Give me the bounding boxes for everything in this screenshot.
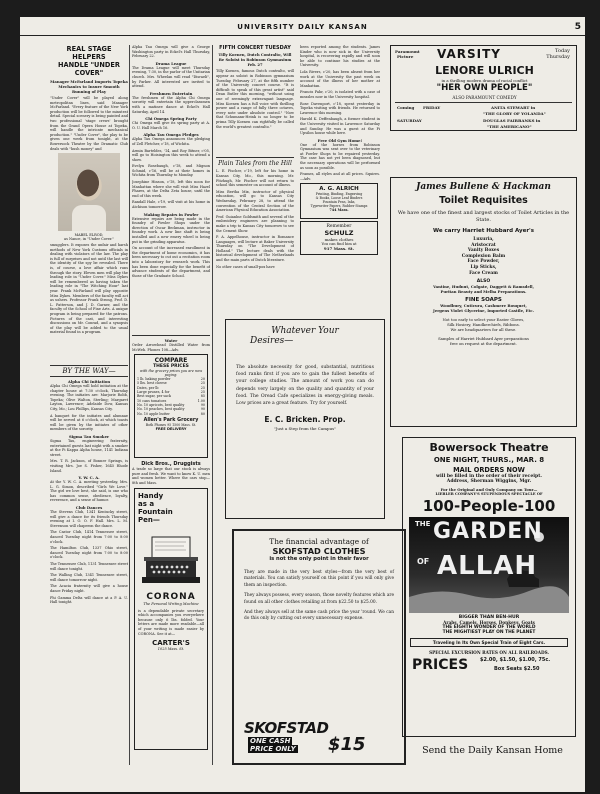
oread-title-1: Whatever Your [271,326,339,336]
campus-news-heading: Drama League [155,60,187,66]
social-note-text: The Castor Club, 1414 Tennessee street, danced Tuesday night from 7:00 to 8:00 o'clock. [50,530,128,544]
alrich-ad [300,183,378,219]
social-note-heading: Sigma Tau Smoker [69,433,109,439]
compare-sub1: THESE PRICES [153,364,189,370]
bowersock-animals: Arabs, Camels, Horses, Donkeys, Goats [443,620,535,625]
alrich-line-5: 744 Mass. [329,208,349,213]
hackman-signature: James Bullene & Hackman [416,182,551,192]
price-value: 85 [200,394,205,399]
social-note-text: Sigma Tau, engineering fraternity, entertained guests last night with a smoker at the Pi Kappa Alpha house, 1141 Indiana street. [50,438,128,457]
compare-title: COMPARE [154,357,188,365]
col4-text-2: Lola Rivers, c'20, has been absent from her work at the University the past week on account of the illness of her mother at Manhattan. [300,69,380,88]
varsity-friday-film: "THE GLORY OF YOLANDA" [483,111,546,116]
corona-ad [134,488,208,750]
varsity-film-desc: in a thrilling modern drama of racial conflict [441,78,528,83]
corona-text: is a dependable private secretary which accompanies you everywhere because only 6 lbs. folded. Your letters are made more readable—all of your writing is made easier by CORONA. See it at— [138,608,204,636]
hackman-product-list [397,237,570,276]
bowersock-wonder: THE EIGHTH WONDER OF THE WORLD [442,625,536,630]
column-4 [300,45,380,315]
varsity-saturday-star: DOUGLAS FAIRBANKS in [483,118,541,123]
varsity-saturday-film: "THE AMERICANO" [487,124,532,129]
hackman-title: Toilet Requisites [439,195,528,206]
campus-news-list [132,45,210,333]
newspaper-page [20,17,585,792]
plain-tale-item: Miss Bertha Mix, instructor of physical education, will go to Kansas City Wednesday, February 28, to attend the convention of the Central Section of the American Physical Education Association. [216,189,294,213]
varsity-saturday: SATURDAY [397,118,422,123]
campus-news-text: Chi Omega will give its spring party at A. O. U. Hall March 16. [132,121,210,130]
social-note-heading: Alpha Chi Initiation [67,379,111,384]
skofstad-logo: SKOFSTAD [244,719,329,737]
water-ad [132,338,210,352]
bowersock-train: Traveling In Its Own Special Train of Eight Cars. [410,638,568,647]
compare-sub2: with the grocery prices you are now paying: [139,369,203,378]
oread-proprietor: E. C. Bricken. Prop. [264,415,346,425]
bowersock-mightiest: THE MIGHTIEST PLAY ON THE PLANET [442,630,536,635]
campus-news-text: Alpha Tau Omega announces the pledging of Zell Fletcher, c'18, of Wichita. [132,137,210,146]
bowersock-bigger: BIGGER THAN BEN-HUR [458,615,520,620]
corona-pen: Pen— [138,515,160,524]
campus-news-heading: Making Repairs in Fowler [143,211,199,217]
varsity-coming: Coming [397,105,415,110]
gym-horse-text: One of the horses from Robinson Gymnasium was sent over to the veterinary at Fowler Shops to be repaired yesterday. The case has not yet been diagnosed, but the necessary operations will be performed as soon as possible. [300,142,380,170]
article-stage-helpers: "Under Cover" will be played along metropolitan lines, said Manager McFarland. "Every feature of the New York production will be followed to the minutest detail. Special scenery is being painted and two professional 'stage crews' brought from the Grand Opera House at Topeka, will handle the intricate mechanical production." "Under Cover", the play to be given one week from tonight, at the Bowersock Theatre by the Dramatic Club deals with "hush money" and [50,96,128,151]
dick-bros-text: A trade so large that our stock is always pure and fresh. We want to know K. U. men and women better. Where the cars stop—8th and Mass. [132,467,210,485]
social-note-text: Alpha Chi Omega will hold initiation at the chapter house at 7:30 o'clock, Thursday evening. The initiates are: Marjorie Robb, Topeka; Olive Walton, Sterling; Margaret Layton, Lawrence; Adelaide Dow, Kansas City, Mo.; Lou Phillips, Kansas City. [50,384,128,411]
skofstad-price-only: PRICE ONLY [250,745,296,753]
bowersock-hundred-people: 100-People-100 [422,497,556,515]
corona-brand: CORONA [146,591,196,602]
skofstad-h3: is not the only point in their favor [269,556,369,562]
gym-horse-heading: Free Old Gym Home! [317,137,363,143]
campus-news-heading: Chi Omega Spring Party [145,116,197,122]
oread-body: The absolute necessity for good, substantial, nutritious food ranks first if you are to gain the fullest benefits of your college studies. The amount of work you can do depends very largely on the quality and quantity of your food. The Oread Cafe specializes in energy-giving meals. Low prices are a great feature. Try for yourself. [236,365,374,407]
bowersock-prices-label: PRICES [412,657,469,673]
social-note-text: Mrs. T. R. Jackson, of Bonner Springs, is visiting Mrs. Joe S. Fisher, 1645 Rhode Island. [50,459,128,473]
water-ad-title: Water [164,338,178,343]
price-value: 1.00 [197,398,205,403]
plain-tale-item: L. E. Fischer, c'19, left for his home in Kansas City, Mo., this morning. Mr. Fitzhugh, Mr. Fischer will not return to school this semester on account of illness. [216,169,294,188]
photo-caption-name: MABEL ELROD, [74,233,104,237]
social-note-heading: Y. W. C. A. [78,475,100,481]
alrich-line-2: & Books, Loose Leaf Binders [315,196,363,201]
hackman-note-2: Silk Hosiery, Handkerchiefs, Ribbons. [447,322,520,328]
campus-news-text: The freshmen of the Alpha Chi Omega sorority will entertain the upperclassmen with a matinee dance at Eckel's Hall Saturday, April 14. [132,95,210,114]
varsity-paramount-1: Paramount [395,49,420,54]
bowersock-address: Address, Sherman Wiggins, Mgr. [446,479,532,484]
bowersock-theatre-ad [402,437,576,737]
headline-stage-helpers-1: REAL STAGE HELPERS [66,45,112,61]
water-ad-text: Order Arrowhead Distilled Water from McWeh. Phones 108—Adv. [132,343,210,352]
garden-title: GARDEN [433,519,543,544]
alrich-line-1: Printing, Binding, Engraving [315,192,363,197]
price-row [137,412,205,416]
hackman-product: Face Powder, [467,259,500,265]
social-notes-list [50,379,128,605]
bowersock-liebler: LIEBLER COMPANY'S STUPENDOUS SPECTACLE OF [435,492,543,496]
schulz-find: You can find him at [321,242,357,247]
price-item: Large prunes, 4 for [137,390,170,395]
varsity-paramount-2: Picture [397,54,414,59]
corona-fountain: Fountain [138,507,173,516]
hackman-product: Vanity Boxes [467,248,500,254]
schulz-address: 917 Mass. St. [323,246,355,252]
varsity-also: ALSO PARAMOUNT COMEDY [452,95,517,100]
hackman-product: Lip Sticks, [470,264,497,270]
hackman-soaps-2: Jergens Violet Glycerine, Imported Castile, Etc. [433,308,534,314]
skofstad-h1: The financial advantage of [269,537,369,546]
price-item: Best sugar, per sack [137,394,171,399]
garden-of-allah-banner [409,517,569,613]
by-the-way-heading: BY THE WAY— [50,365,128,377]
hackman-intro: We have one of the finest and largest stocks of Toilet Articles in the State. [397,210,570,223]
bowersock-original: For the Original and Only Company on Tour— [440,487,538,492]
skofstad-price: $15 [328,734,366,755]
price-value: 90 [200,407,205,412]
price-item: No. 10 peaches, best quality [137,407,185,412]
alrich-line-3: Fountain Pens, Inks, [322,200,356,205]
price-value: 25 [200,390,205,395]
social-note-heading: Club Dances [75,505,103,511]
hackman-also: ALSO [476,279,491,285]
alrich-name: A. G. ALRICH [319,186,359,193]
masthead-title: UNIVERSITY DAILY KANSAN [237,23,368,31]
hackman-samples-2: free on request at the department. [450,341,517,347]
price-item: No. 10 apple butter [137,411,170,416]
social-note-text: The Hamilton Club, 1337 Ohio street, danced Tuesday night from 7:00 to 8:00 o'clock. [50,546,128,560]
campus-news-text: Josephine Hinson, c'18, left this noon for Manhattan where she will visit Miss Hazel Phares, at the Delta Zeta house, until the end of this week. [132,180,210,198]
garden-allah: ALLAH [437,551,538,581]
headline-stage-helpers-2: HANDLE "UNDER COVER" [58,61,120,77]
campus-news-text: The Drama League will meet Thursday evening, 7:30, in the parlor of the Unitarian church. Mrs. Wheelan will read "Disraeli", by Parker. All interested are invited to attend. [132,65,210,89]
hackman-soaps-1: Woodbury, Cuticura, Cashmere Bouquet, [440,303,527,309]
plain-tales-heading: Plain Tales from the Hill [218,160,292,168]
frames-ad: Frames, all styles and at all prices. Squires.—Adv. [300,172,380,181]
varsity-friday: FRIDAY [423,105,441,110]
skofstad-one-cash: ONE CASH [250,737,291,745]
typewriter-illustration [138,527,204,589]
column-1 [50,45,128,765]
deck-stage-helpers: Manager McFarland Imports Topeka Mechanics to Insure Smooth Running of Play [50,79,128,94]
photo-mabel-elrod [58,153,120,231]
price-item: 5 lbs. best cheese [137,381,167,386]
social-note-text: At the Y. W. C. A. meeting yesterday, Mrs. L. G. Simon, described "Girls We Love." The girl we love best, she said, is one who has common sense, obedience, loyalty, reverence, and a sense of humor. [50,480,128,503]
grocery-name: Allen's Park Grocery [143,417,199,423]
hackman-product: Complexion Balm [461,253,506,259]
hackman-note-1: Not too early to select your Easter Gloves, [442,317,525,323]
masthead [20,21,585,36]
schulz-remember: Remember [326,224,352,230]
grocery-delivery: FREE DELIVERY [155,426,187,431]
price-item: 1 lb. baking powder [137,377,171,382]
corona-tagline: The Personal Writing Machine [143,601,199,606]
hackman-also-2: Puritan Beauty and Melba Preparations. [440,289,527,295]
price-value: 90 [200,402,205,407]
schulz-ad [300,221,378,255]
price-value: 25 [200,385,205,390]
dick-bros-ad [132,461,210,485]
column-3 [216,45,294,315]
column-2 [132,45,210,765]
col4-text-5: Harold K. Deffenbaugh, a former student in the University visited in Lawrence Saturday and Sunday. He was a guest at the Pi Upsilon house while here. [300,117,380,136]
varsity-thursday: Thursday [546,54,570,60]
campus-news-text: Alpha Tau Omega will give a George Washington party in Eckel's Hall Thursday, February 22. [132,45,210,59]
concert-deck: Tilly Koenen, Dutch Contralto, Will Be Soloist in Robinson Gymnasium Feb. 27 [218,53,292,67]
oread-title-2: Desires— [250,336,294,346]
hackman-carry: We carry Harriet Hubbard Ayer's [432,228,535,234]
col4-text-1: been reported among the students. James Kinder who is now sick in the University hospital, is recovering rapidly and will soon be able to continue his studies at the University. [300,45,380,68]
oread-tagline: "Just a Step from the Campus" [273,426,337,432]
garden-of: OF [417,557,430,566]
hackman-product: Luxuria, [473,237,494,242]
bowersock-filled: will be filled in the order of their receipt. [436,474,542,479]
price-item: Dates, per lb [137,385,159,390]
social-note-text: The Stevens Club, 1341 Kentucky street, will give a dance for its friends Thursday evening at I. O. O. F. Hall. Mrs. L. M. Stevenson will chaperon the dance. [50,510,128,528]
social-note-text: The Tennessee Club, 1131 Tennessee street will dance tonight. [50,562,128,571]
varsity-star: LENORE ULRICH [435,64,534,77]
price-value: 80 [200,411,205,416]
plain-tales-list [216,169,294,269]
plain-tale-item: No other cases of small-pox have [216,264,275,269]
price-value: 20 [200,377,205,382]
concert-article: Tilly Koenen, famous Dutch contralto, will appear as soloist in Robinson gymnasium Tuesday, February 27, at the fifth number of the University concert course. "It is difficult to speak of this great artist" said Dean Butler this morning, "without using one of seemingly extravagant language. Miss Koenen has a full voice with thrilling power and a range of fully three octaves, every note under absolute control." "Now that Schumann-Heink is no longer to be prima Tilly Koenen can rightfully be called the world's greatest contralto." [216,69,294,129]
skofstad-p2: They always possess, every season, those novelty features which are found on all other clothes retailing at from $22.50 to $25.00. [244,593,394,605]
hackman-soaps: FINE SOAPS [465,297,502,304]
hackman-note-3: We are headquarters for all these. [450,327,517,333]
varsity-today: Today [555,48,570,54]
hackman-samples-1: Samples of Harriet Hubbard Ayer preparations [438,336,529,342]
varsity-friday-star: ANITA STEWART in [491,105,536,110]
price-item: No. 10 apricots, best quality [137,402,185,407]
corona-handy: Handy [138,491,164,500]
alrich-line-4: Typewriter Papers, Rubber Stamps [310,204,368,209]
corona-as-a: as a [138,499,155,508]
campus-news-text: Randall Hale, c'19, will visit at his home in Atchison tomorrow. [132,200,210,210]
varsity-name: VARSITY [437,47,501,61]
skofstad-p1: They are made in the very best styles—from the very best of materials. You can satisfy yourself on this point if you will only give them an inspection. [244,570,394,588]
social-note-text: A banquet for the initiates and alumnae will be served at 6 o'clock, at which toasts will be given by the initiates of other members of the sorority. [50,413,128,432]
schulz-name: SCHULZ [324,229,354,238]
bowersock-box-seats: Box Seats $2.50 [494,666,540,672]
bowersock-one-night: ONE NIGHT, THURS., MAR. 8 [433,456,545,464]
oread-cafe-ad [225,319,385,519]
hackman-toilet-ad [390,177,577,427]
photo-caption-role: as Nance, in "Under Cover." [64,237,114,241]
campus-news-heading: Freshmen Entertain [149,90,193,96]
hackman-product: Face Cream [469,270,498,276]
bowersock-mail: MAIL ORDERS NOW [453,466,525,474]
price-list [137,377,205,416]
concert-headline: FIFTH CONCERT TUESDAY [219,45,291,51]
compare-prices-ad [134,354,208,458]
campus-news-text: Armin Barteldes, '14, and Roy Bitner, c'05, will go to Hoisington this week to attend a show. [132,148,210,162]
carters-name: CARTER'S [152,639,190,648]
skofstad-ad [232,529,406,765]
social-note-text: Phi Gamma Delta will dance at a P. A. U. Hall tonight. [50,595,128,605]
campus-news-text: Evelyn Rosebaugh, c'18, and Mignon Schmid, c'16, will be at their homes in Wichita from Thursday to Monday. [132,164,210,178]
col4-text-3: Francis Fahr, c'20, is isolated with a case of measles now in the University hospital. [300,90,380,99]
social-note-text: The Walling Club, 1341 Tennessee street, will dance tomorrow night. [50,573,128,582]
plain-tale-item: P. A. Appelhouse, instructor in Romance Languages, will lecture at Baker University Thursday on "The Development of Holland." The lecture deals with the historical development of The Netherlands and the main parts of Dutch literature. [216,235,294,263]
grocery-phones: Both Phones 95 1500 Mass. St. [145,422,197,427]
garden-the: THE [415,520,431,528]
campus-news-heading: Alpha Tau Omega Pledges [143,132,199,138]
price-value: 25 [200,381,205,386]
varsity-film-title: "HER OWN PEOPLE" [436,83,533,93]
social-note-text: The Acacia fraternity will give a house dance Friday night. [50,584,128,593]
hackman-product: Aristocrat [471,242,496,248]
article-stage-helpers-continued: smugglers. It exposes the unfair and harsh methods of New York Customs officials in dealing with violators of the law. The play is full of surprises and not until the last will the identity of the spy be revealed. There is, of course, a love affair which runs through the story. Eleven men will play the leading role in "Under Cover." Miss Dykes will be remembered as having taken the leading role in "The Witching Hour" last year. Frank McFarland will play opposite Miss Dykes. Members of the faculty will act as ushers. Professor Frank Strong, Prof. D. L. Patterson, and J. D. Garner, and the faculty of the School of Fine Arts. A unique program is being prepared for the patrons. Pictures of the cast, and interesting discussions on Mr. Conrad, and a synopsis of the play will be added to the usual material found in a program. [50,243,128,335]
schulz-clothes: makes clothes [324,237,354,243]
skofstad-logo-block [244,719,394,755]
price-item: 10 cans tomatoes [137,398,167,403]
skofstad-h2: SKOFSTAD CLOTHES [272,546,366,556]
carters-address: 1025 Mass. St. [157,647,185,652]
bowersock-title: Bowersock Theatre [429,441,549,454]
send-kansan-home: Send the Daily Kansan Home [422,745,563,756]
bowersock-special: SPECIAL EXCURSION RATES ON ALL RAILROADS. [429,650,549,655]
hackman-also-1: Vantine, Hudnut, Colgate, Daggett & Ramsdell, [433,284,534,290]
page-number: 5 [574,22,581,32]
skofstad-p3: And they always sell at the same cash price the year 'round. We can do this only by cutting out every unnecessary expense. [244,610,394,622]
campus-news-text: Extensive repairs are being made in the foundry of Fowler Shops under the direction of Oscar Beckman, instructor in foundry work. A new line shaft is being installed and a new emery wheel is being put in the grinding apparatus. [132,216,210,244]
dick-bros-title: Dick Bros., Druggists [141,461,201,468]
col4-text-4: Rose Davenport, c'18, spent yesterday in Topeka visiting with friends. He returned to Lawrence this morning. [300,101,380,115]
varsity-theatre-ad [390,45,577,131]
campus-news-text: On account of the increased enrollment in the department of home economics, it has been necessary to cut out a recitation room into a laboratory for research work. This has been done especially for the benefit of advance students of the department, and those of the Graduate School. [132,246,210,278]
bowersock-price-list: $2.00, $1.50, $1.00, 75c. [480,657,551,663]
bowersock-prices-block [408,655,570,677]
plain-tale-item: Prof. Guianlne Goldsmith and several of the embroidery engineers are planning to make a trip to Kansas City tomorrow to see the Cement Show. [216,214,294,233]
